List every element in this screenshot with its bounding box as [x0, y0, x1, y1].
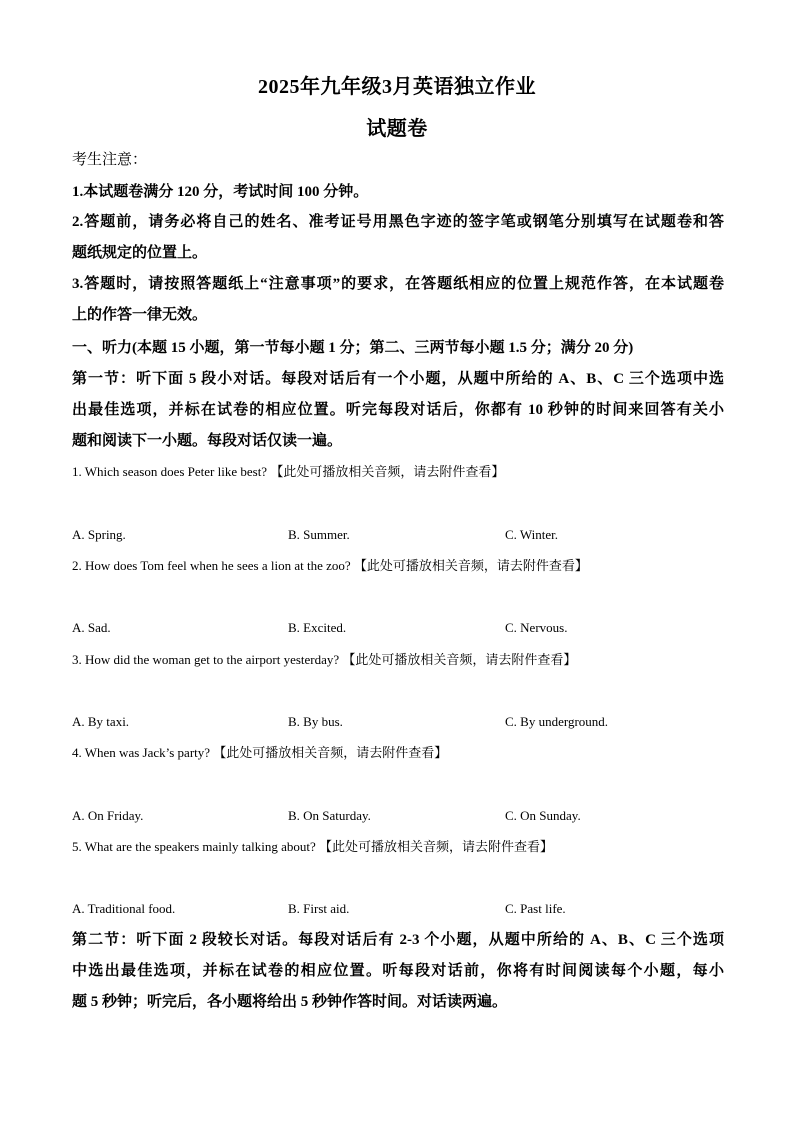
question-2-option-b: B. Excited. — [288, 620, 347, 635]
part-1-instruction-line-2: 出最佳选项，并标在试卷的相应位置。听完每段对话后，你都有 10 秒钟的时间来回答有关小 — [72, 402, 724, 418]
notice-item-2-line-2: 题纸规定的位置上。 — [72, 245, 208, 261]
question-5: 5. What are the speakers mainly talking about? 【此处可播放相关音频，请去附件查看】 — [72, 839, 554, 854]
question-3-option-b: B. By bus. — [288, 714, 343, 729]
question-1-option-c: C. Winter. — [505, 527, 559, 542]
exam-title: 2025年九年级3月英语独立作业 — [258, 76, 536, 98]
exam-subtitle: 试题卷 — [366, 118, 428, 140]
section-1-heading: 一、听力(本题 15 小题，第一节每小题 1 分；第二、三两节每小题 1.5 分；满分 20 分) — [72, 340, 634, 356]
part-2-instruction-line-2: 中选出最佳选项，并标在试卷的相应位置。听每段对话前，你将有时间阅读每个小题，每小 — [72, 963, 724, 979]
question-5-option-a: A. Traditional food. — [72, 901, 176, 916]
question-1-option-a: A. Spring. — [72, 527, 126, 542]
question-3-option-a: A. By taxi. — [72, 714, 130, 729]
part-1-instruction-line-1: 第一节：听下面 5 段小对话。每段对话后有一个小题，从题中所给的 A、B、C 三个选项中选 — [72, 371, 724, 387]
question-3-option-c: C. By underground. — [505, 714, 609, 729]
part-2-instruction-line-1: 第二节：听下面 2 段较长对话。每段对话后有 2-3 个小题，从题中所给的 A、B、C 三个选项 — [72, 932, 724, 948]
question-4-option-c: C. On Sunday. — [505, 808, 581, 823]
notice-item-2-line-1: 2.答题前，请务必将自己的姓名、准考证号用黑色字迹的签字笔或钢笔分别填写在试题卷和答 — [72, 214, 724, 230]
question-2-option-c: C. Nervous. — [505, 620, 568, 635]
part-2-instruction-line-3: 题 5 秒钟；听完后，各小题将给出 5 秒钟作答时间。对话读两遍。 — [72, 994, 508, 1010]
question-2: 2. How does Tom feel when he sees a lion at the zoo? 【此处可播放相关音频，请去附件查看】 — [72, 558, 588, 573]
question-5-option-c: C. Past life. — [505, 901, 566, 916]
notice-heading: 考生注意： — [72, 152, 148, 168]
question-4-option-b: B. On Saturday. — [288, 808, 371, 823]
question-1: 1. Which season does Peter like best? 【此处可播放相关音频，请去附件查看】 — [72, 464, 505, 479]
question-1-option-b: B. Summer. — [288, 527, 350, 542]
notice-item-1: 1.本试题卷满分 120 分，考试时间 100 分钟。 — [72, 184, 369, 200]
question-3: 3. How did the woman get to the airport yesterday? 【此处可播放相关音频，请去附件查看】 — [72, 652, 577, 667]
question-5-option-b: B. First aid. — [288, 901, 350, 916]
notice-item-3-line-2: 上的作答一律无效。 — [72, 307, 208, 323]
question-4-option-a: A. On Friday. — [72, 808, 144, 823]
question-2-option-a: A. Sad. — [72, 620, 111, 635]
question-4: 4. When was Jack’s party? 【此处可播放相关音频，请去附件查看】 — [72, 745, 448, 760]
part-1-instruction-line-3: 题和阅读下一小题。每段对话仅读一遍。 — [72, 433, 343, 449]
notice-item-3-line-1: 3.答题时，请按照答题纸上“注意事项”的要求，在答题纸相应的位置上规范作答，在本试题卷 — [72, 276, 724, 292]
